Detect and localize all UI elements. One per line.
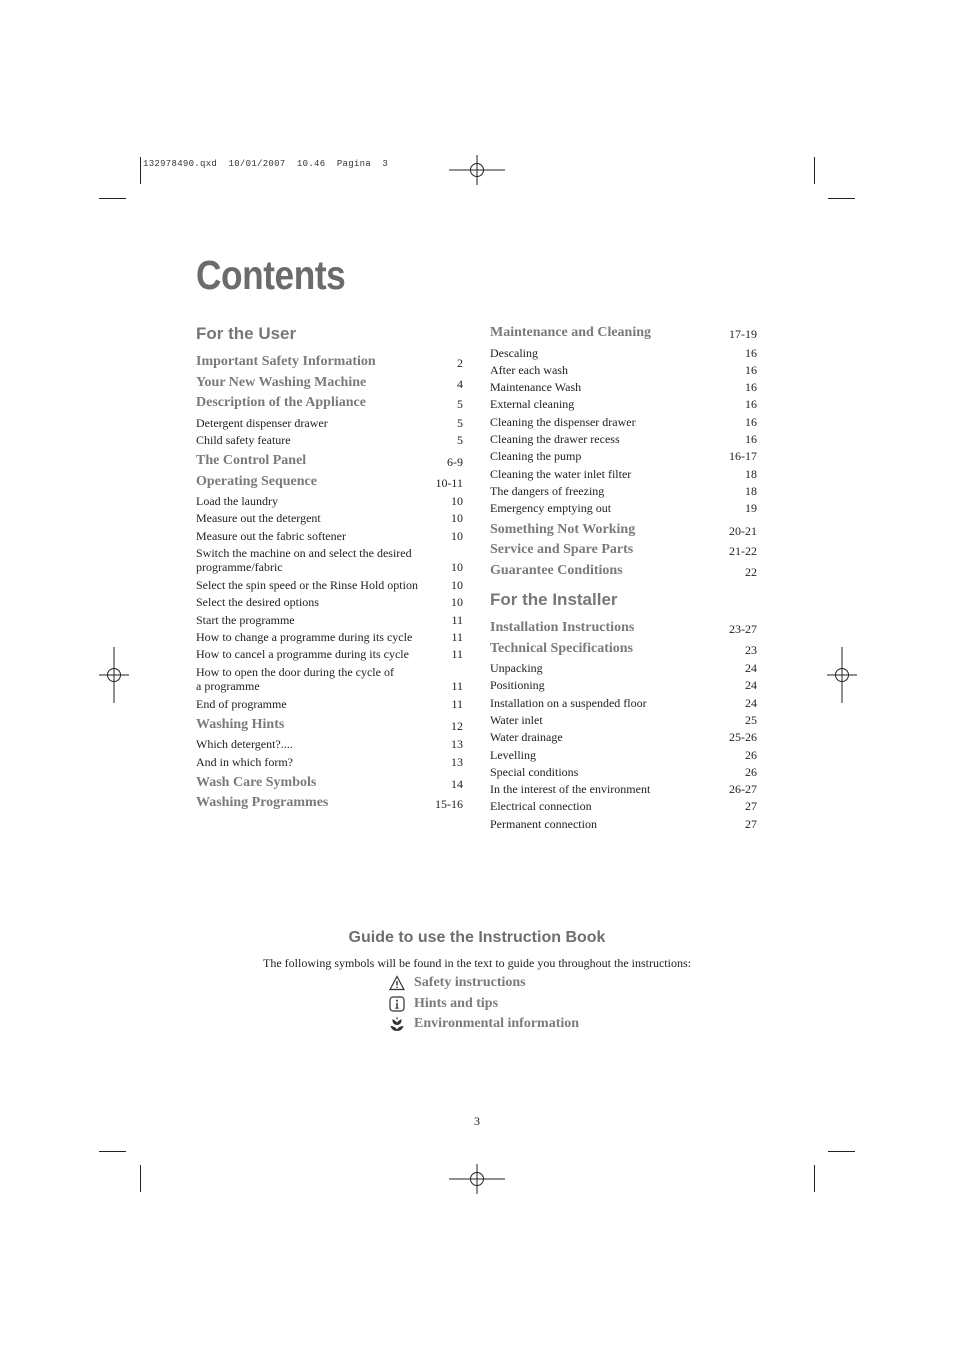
toc-entry-label: Installation Instructions [490,620,635,635]
crop-mark [99,1151,126,1152]
toc-entry-page: 26-27 [729,782,757,797]
toc-entry-page: 16 [745,345,757,360]
toc-entry-page: 13 [451,737,463,752]
toc-entry-label: Electrical connection [490,799,592,814]
toc-entry-label: Cleaning the dispenser drawer [490,414,636,429]
toc-entry-label: In the interest of the environment [490,782,651,797]
toc-entry-page: 19 [745,501,757,516]
toc-entry-label: The dangers of freezing [490,483,605,498]
registration-mark-icon [99,647,129,703]
crop-mark [99,198,126,199]
toc-entry-page: 16 [745,414,757,429]
toc-entry-page: 4 [457,376,463,391]
info-icon [389,996,405,1012]
toc-entry-label: Select the desired options [196,595,319,610]
toc-entry-page: 24 [745,695,757,710]
registration-mark-icon [449,155,505,185]
toc-entry-page: 20-21 [729,523,757,538]
toc-entry-label-line: Switch the machine on and select the desired [196,546,412,560]
toc-entry-label: Child safety feature [196,432,291,447]
registration-mark-icon [827,647,857,703]
toc-entry-label: After each wash [490,362,568,377]
page-number: 3 [474,1114,480,1128]
print-slug: 132978490.qxd 10/01/2007 10.46 Pagina 3 [143,159,389,169]
registration-mark-icon [449,1164,505,1194]
toc-entry-label: Cleaning the water inlet filter [490,466,632,481]
toc-entry-page: 11 [451,647,463,662]
toc-entry-label: Installation on a suspended floor [490,695,647,710]
toc-entry-label: Washing Programmes [196,795,329,811]
toc-left-column [196,354,463,812]
toc-entry-page: 10 [451,578,463,592]
toc-entry-page: 18 [745,466,757,481]
toc-entry-page: 11 [451,678,463,693]
crop-mark [814,1165,815,1192]
toc-entry-page: 27 [745,816,757,831]
crop-mark [140,1165,141,1192]
toc-entry-label: Load the laundry [196,494,278,509]
toc-entry-label: Special conditions [490,764,579,779]
toc-entry-page: 23 [745,642,757,657]
toc-entry-page: 16 [745,380,757,395]
toc-entry-page: 21-22 [729,544,757,558]
toc-entry-label: Measure out the detergent [196,511,321,526]
toc-entry-label: How to change a programme during its cycle [196,629,413,644]
toc-entry-page: 15-16 [435,797,463,812]
toc-entry-label: External cleaning [490,397,575,412]
toc-entry-label: Start the programme [196,612,295,627]
toc-entry-label: Description of the Appliance [196,395,366,410]
toc-entry-page: 10 [451,595,463,610]
toc-entry-page: 16-17 [729,449,757,464]
toc-entry-label: Your New Washing Machine [196,374,367,390]
toc-entry-label-line: a programme [196,678,260,693]
toc-entry-page: 6-9 [447,455,463,470]
toc-entry-page: 13 [451,754,463,769]
toc-entry-label: Service and Spare Parts [490,542,634,557]
toc-entry-label: Water drainage [490,730,563,745]
toc-entry-label: Measure out the fabric softener [196,528,346,543]
toc-entry-label: Detergent dispenser drawer [196,415,328,430]
toc-entry-label: The Control Panel [196,453,307,469]
crop-mark [814,157,815,184]
toc-entry-label: Technical Specifications [490,640,633,656]
toc-entry-label: Unpacking [490,661,543,675]
toc-entry-page: 10 [451,560,463,574]
toc-entry-page: 22 [745,564,757,579]
toc-entry-page: 12 [451,718,463,733]
toc-entry-page: 25 [745,712,757,727]
crop-mark [828,198,855,199]
toc-right-column-bottom [490,620,757,832]
toc-entry-page: 16 [745,362,757,377]
toc-entry-label: Emergency emptying out [490,501,612,516]
toc-entry-label: Permanent connection [490,816,597,831]
toc-entry-page: 11 [451,629,463,644]
section-heading-installer: For the Installer [490,590,618,609]
crop-mark [828,1151,855,1152]
guide-title: Guide to use the Instruction Book [348,929,606,946]
toc-entry-page: 5 [457,397,463,411]
toc-entry-label: Maintenance Wash [490,380,582,395]
toc-entry-label: Wash Care Symbols [196,774,317,790]
toc-entry-label: Guarantee Conditions [490,562,623,578]
toc-entry-label: Operating Sequence [196,473,317,489]
toc-entry-label: And in which form? [196,754,293,769]
toc-entry-label-line: How to open the door during the cycle of [196,664,394,679]
warning-triangle-icon [389,975,405,991]
toc-entry-page: 5 [457,415,463,430]
toc-entry-page: 26 [745,764,757,779]
toc-entry-page: 10-11 [435,475,463,490]
toc-entry-label: Cleaning the drawer recess [490,432,620,446]
guide-subtitle: The following symbols will be found in the text to guide you throughout the instructions: [263,956,691,970]
toc-entry-page: 18 [745,483,757,498]
toc-entry-label [196,546,412,574]
toc-entry-label: Water inlet [490,712,543,727]
toc-entry-page: 2 [457,356,463,370]
toc-entry-page: 25-26 [729,730,757,745]
toc-entry-page: 10 [451,528,463,543]
toc-entry-label [196,665,394,693]
toc-entry-label: Washing Hints [196,716,285,732]
toc-entry-label: Which detergent?.... [196,737,293,752]
page-title: Contents [196,252,346,298]
toc-entry-page: 17-19 [729,327,757,341]
toc-entry-label-line: programme/fabric [196,560,283,574]
toc-entry-label: Select the spin speed or the Rinse Hold option [196,578,418,592]
toc-entry-page: 16 [745,432,757,446]
toc-entry-page: 26 [745,747,757,762]
toc-entry-page: 24 [745,678,757,693]
environment-flower-icon [389,1016,405,1032]
symbol-label: Hints and tips [414,996,499,1011]
toc-entry-label: Levelling [490,747,536,762]
toc-entry-label: End of programme [196,696,287,711]
symbol-label: Environmental information [414,1016,580,1031]
section-heading-user: For the User [196,324,297,343]
crop-mark [140,157,141,184]
toc-entry-label: Cleaning the pump [490,449,582,464]
toc-entry-page: 23-27 [729,622,757,636]
toc-right-column-top [490,325,757,577]
symbol-label: Safety instructions [414,975,526,990]
toc-entry-label: Important Safety Information [196,354,376,369]
toc-entry-page: 5 [457,432,463,447]
toc-entry-page: 14 [451,776,463,791]
toc-entry-label: How to cancel a programme during its cycle [196,647,409,662]
toc-entry-page: 10 [451,511,463,526]
toc-entry-label: Descaling [490,345,538,360]
toc-entry-label: Positioning [490,678,545,693]
toc-entry-page: 27 [745,799,757,814]
toc-entry-page: 24 [745,661,757,675]
toc-entry-label: Maintenance and Cleaning [490,325,652,340]
toc-entry-page: 10 [451,494,463,509]
toc-entry-page: 11 [451,612,463,627]
toc-entry-label: Something Not Working [490,521,636,537]
toc-entry-page: 11 [451,696,463,711]
toc-entry-page: 16 [745,397,757,412]
